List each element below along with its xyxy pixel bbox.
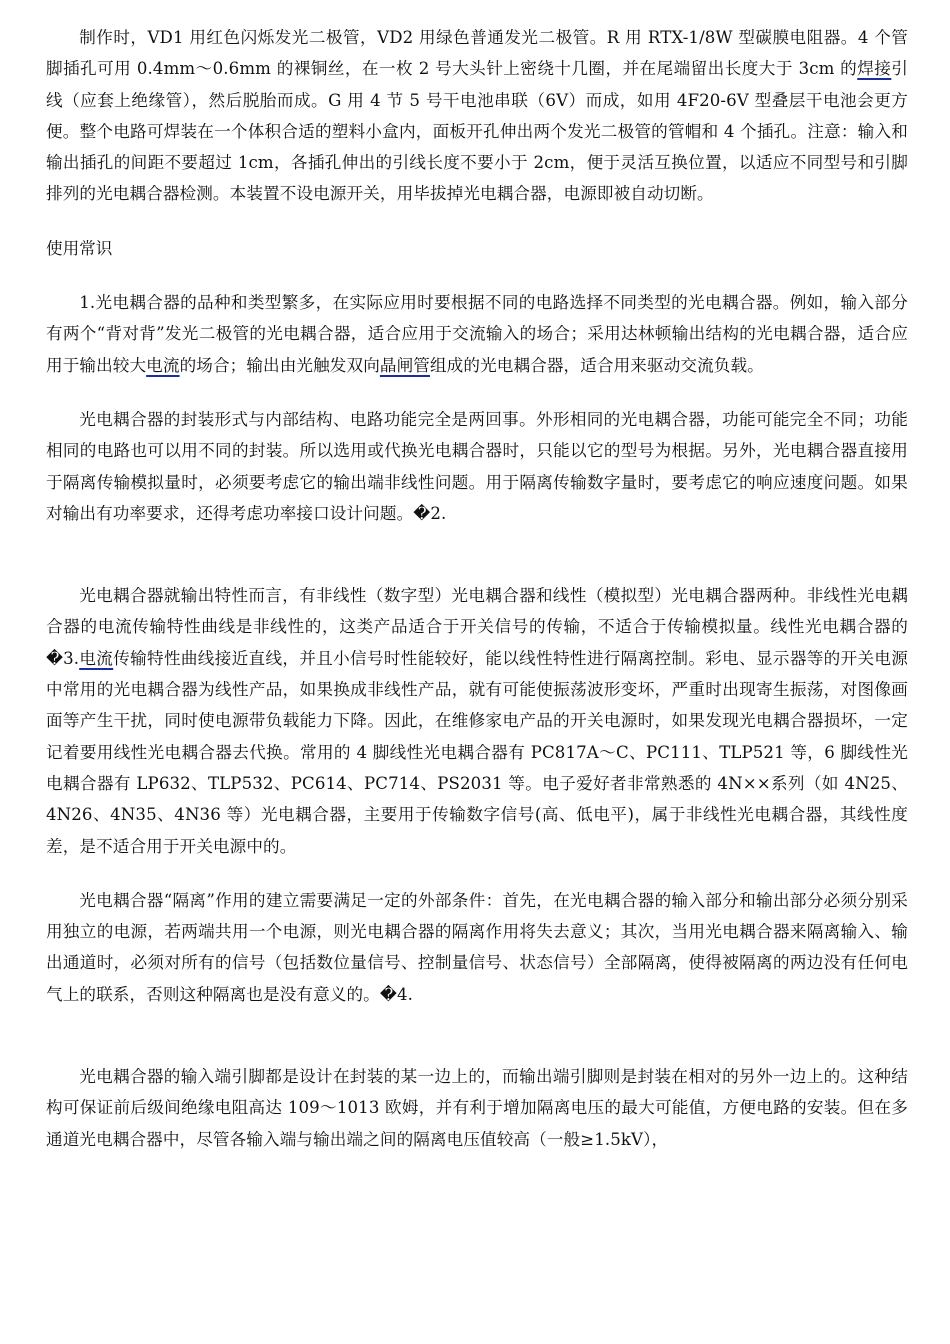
p2-text-a: 1.光电耦合器的品种和类型繁多，在实际应用时要根据不同的电路选择不同类型的光电耦合器。例如，输入部分有两个“背对背”发光二极管的光电耦合器，适合应用于交流输入的场合；采用达林顿输出结构的光电耦合器，适合应用于输出较大	[46, 293, 908, 375]
spacer	[46, 529, 908, 580]
spacer	[46, 1010, 908, 1061]
paragraph-fabrication	[46, 22, 908, 210]
p2-text-c: 组成的光电耦合器，适合用来驱动交流负载。	[429, 355, 764, 375]
paragraph-isolation: 光电耦合器“隔离”作用的建立需要满足一定的外部条件：首先，在光电耦合器的输入部分和输出部分必须分别采用独立的电源，若两端共用一个电源，则光电耦合器的隔离作用将失去意义；其次，当用光电耦合器来隔离输入、输出通道时，必须对所有的信号（包括数位量信号、控制量信号、状态信号）全部隔离，使得被隔离的两边没有任何电气上的联系，否则这种隔离也是没有意义的。�4.	[46, 890, 908, 1004]
spacer	[46, 381, 908, 404]
section-heading: 使用常识	[46, 238, 113, 258]
p1-text: 制作时，VD1 用红色闪烁发光二极管，VD2 用绿色普通发光二极管。R 用 RTX-1/8W 型碳膜电阻器。4 个管脚插孔可用 0.4mm～0.6mm 的裸铜丝，在一枚 2 号大头针上密绕十几圈，并在尾端留出长度大于 3cm 的	[46, 28, 908, 79]
paragraph-packaging: 光电耦合器的封装形式与内部结构、电路功能完全是两回事。外形相同的光电耦合器，功能可能完全不同；功能相同的电路也可以用不同的封装。所以选用或代换光电耦合器时，只能以它的型号为根据。另外，光电耦合器直接用于隔离传输模拟量时，必须要考虑它的输出端非线性问题。用于隔离传输数字量时，要考虑它的响应速度问题。如果对输出有功率要求，还得考虑功率接口设计问题。�2.	[46, 409, 908, 523]
spacer	[46, 210, 908, 233]
paragraph-pin-layout: 光电耦合器的输入端引脚都是设计在封装的某一边上的，而输出端引脚则是封装在相对的另外一边上的。这种结构可保证前后级间绝缘电阻高达 109～1013 欧姆，并有利于增加隔离电压的最大可能值，方便电路的安装。但在多通道光电耦合器中，尽管各输入端与输出端之间的隔离电压值较高（一般≥1.5kV），	[46, 1067, 908, 1149]
p1-rest-text: 引线（应套上绝缘管），然后脱胎而成。G 用 4 节 5 号干电池串联（6V）而成，如用 4F20-6V 型叠层干电池会更方便。整个电路可焊装在一个体积合适的塑料小盒内，面板开孔伸出两个发光二极管的管帽和 4 个插孔。注意：输入和输出插孔的间距不要超过 1cm，各插孔伸出的引线长度不要小于 2cm，便于灵活互换位置，以适应不同型号和引脚排列的光电耦合器检测。本装置不设电源开关，用毕拔掉光电耦合器，电源即被自动切断。	[46, 59, 908, 204]
spacer	[46, 264, 908, 287]
paragraph-types	[46, 287, 908, 381]
p4-text-a: 光电耦合器就输出特性而言，有非线性（数字型）光电耦合器和线性（模拟型）光电耦合器两种。非线性光电耦合器的电流传输特性曲线是非线性的，这类产品适合于开关信号的传输，不适合于传输模拟量。线性光电耦合器的�3.	[46, 586, 908, 668]
document-page	[46, 22, 908, 1155]
link-current[interactable]: 电流	[146, 355, 180, 375]
p2-text-b: 的场合；输出由光触发双向	[179, 355, 380, 375]
spacer	[46, 862, 908, 885]
p4-text-b: 传输特性曲线接近直线，并且小信号时性能较好，能以线性特性进行隔离控制。彩电、显示器等的开关电源中常用的光电耦合器为线性产品，如果换成非线性产品，就有可能使振荡波形变坏，严重时出现寄生振荡，对图像画面等产生干扰，同时使电源带负载能力下降。因此，在维修家电产品的开关电源时，如果发现光电耦合器损坏，一定记着要用线性光电耦合器去代换。常用的 4 脚线性光电耦合器有 PC817A～C、PC111、TLP521 等，6 脚线性光电耦合器有 LP632、TLP532、PC614、PC714、PS2031 等。电子爱好者非常熟悉的 4N××系列（如 4N25、4N26、4N35、4N36 等）光电耦合器，主要用于传输数字信号(高、低电平)，属于非线性光电耦合器，其线性度差，是不适合用于开关电源中的。	[46, 648, 909, 856]
link-current-2[interactable]: 电流	[79, 648, 114, 668]
paragraph-output-characteristics	[46, 580, 908, 862]
link-soldering[interactable]: 焊接	[857, 59, 892, 79]
link-thyristor[interactable]: 晶闸管	[379, 355, 430, 375]
